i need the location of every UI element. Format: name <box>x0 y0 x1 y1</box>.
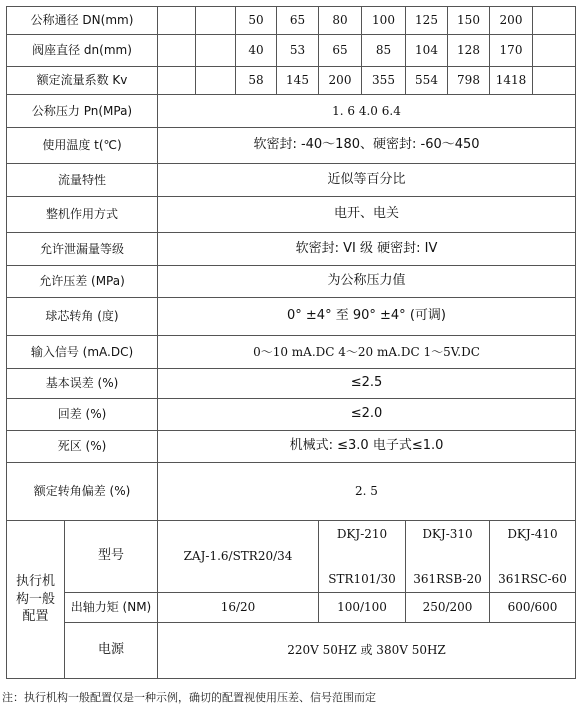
kv-value: 798 <box>448 67 490 95</box>
spec-row <box>7 233 576 266</box>
empty-cell <box>196 35 236 67</box>
empty-cell <box>533 67 576 95</box>
seat-value: 128 <box>448 35 490 67</box>
dn-value: 80 <box>319 7 362 35</box>
spec-value: 1. 6 4.0 6.4 <box>158 95 576 128</box>
spec-value: 为公称压力值 <box>158 266 576 298</box>
spec-label: 整机作用方式 <box>7 197 158 233</box>
seat-label: 阀座直径 dn(mm) <box>7 35 158 67</box>
dn-value: 150 <box>448 7 490 35</box>
spec-value: 2. 5 <box>158 463 576 521</box>
spec-label: 球芯转角 (度) <box>7 298 158 336</box>
torque-value: 600/600 <box>490 593 576 623</box>
spec-label: 回差 (%) <box>7 399 158 431</box>
model-value: ZAJ-1.6/STR20/34 <box>158 521 319 593</box>
spec-row <box>7 95 576 128</box>
seat-value: 170 <box>490 35 533 67</box>
torque-value: 16/20 <box>158 593 319 623</box>
spec-value: 软密封: -40～180、硬密封: -60～450 <box>158 128 576 164</box>
spec-label: 公称压力 Pn(MPa) <box>7 95 158 128</box>
model-cell <box>406 521 490 593</box>
spec-value: ≤2.0 <box>158 399 576 431</box>
kv-value: 145 <box>277 67 319 95</box>
spec-row <box>7 431 576 463</box>
kv-value: 1418 <box>490 67 533 95</box>
torque-label: 出轴力矩 (NM) <box>65 593 158 623</box>
dn-row <box>7 7 576 35</box>
kv-row <box>7 67 576 95</box>
dn-value: 65 <box>277 7 319 35</box>
spec-row <box>7 463 576 521</box>
torque-value: 100/100 <box>319 593 406 623</box>
dn-label: 公称通径 DN(mm) <box>7 7 158 35</box>
model-cell <box>319 521 406 593</box>
dn-value: 50 <box>236 7 277 35</box>
spec-row <box>7 197 576 233</box>
spec-value: 电开、电关 <box>158 197 576 233</box>
model-bottom: STR101/30 <box>328 571 396 586</box>
empty-cell <box>158 35 196 67</box>
seat-value: 85 <box>362 35 406 67</box>
empty-cell <box>158 67 196 95</box>
spec-value: 0～10 mA.DC 4～20 mA.DC 1～5V.DC <box>158 336 576 369</box>
kv-value: 554 <box>406 67 448 95</box>
actuator-model-row <box>7 521 576 593</box>
empty-cell <box>196 67 236 95</box>
spec-label: 基本误差 (%) <box>7 369 158 399</box>
actuator-group-label: 执行机构一般配置 <box>7 521 65 679</box>
kv-value: 58 <box>236 67 277 95</box>
spec-label: 允许压差 (MPa) <box>7 266 158 298</box>
empty-cell <box>533 35 576 67</box>
seat-value: 53 <box>277 35 319 67</box>
spec-row <box>7 369 576 399</box>
spec-row <box>7 399 576 431</box>
model-top: DKJ-310 <box>422 526 473 541</box>
spec-label: 流量特性 <box>7 164 158 197</box>
spec-label: 额定转角偏差 (%) <box>7 463 158 521</box>
kv-label: 额定流量系数 Kv <box>7 67 158 95</box>
model-label: 型号 <box>65 521 158 593</box>
power-label: 电源 <box>65 623 158 679</box>
spec-label: 允许泄漏量等级 <box>7 233 158 266</box>
kv-value: 200 <box>319 67 362 95</box>
spec-row <box>7 164 576 197</box>
seat-value: 65 <box>319 35 362 67</box>
empty-cell <box>196 7 236 35</box>
spec-row <box>7 298 576 336</box>
spec-row <box>7 266 576 298</box>
spec-row <box>7 128 576 164</box>
spec-row <box>7 336 576 369</box>
spec-label: 死区 (%) <box>7 431 158 463</box>
spec-value: 0° ±4° 至 90° ±4° (可调) <box>158 298 576 336</box>
footnote: 注：执行机构一般配置仅是一种示例，确切的配置视使用压差、信号范围而定 <box>2 691 376 704</box>
seat-row <box>7 35 576 67</box>
model-bottom: 361RSC-60 <box>498 571 567 586</box>
model-top: DKJ-210 <box>336 526 388 541</box>
empty-cell <box>533 7 576 35</box>
model-cell <box>490 521 576 593</box>
spec-label: 输入信号 (mA.DC) <box>7 336 158 369</box>
spec-value: 近似等百分比 <box>158 164 576 197</box>
spec-value: ≤2.5 <box>158 369 576 399</box>
spec-value: 软密封: VI 级 硬密封: IV <box>158 233 576 266</box>
kv-value: 355 <box>362 67 406 95</box>
spec-label: 使用温度 t(℃) <box>7 128 158 164</box>
power-row <box>7 623 576 679</box>
torque-value: 250/200 <box>406 593 490 623</box>
dn-value: 125 <box>406 7 448 35</box>
model-bottom: 361RSB-20 <box>413 571 482 586</box>
model-top: DKJ-410 <box>507 526 558 541</box>
dn-value: 200 <box>490 7 533 35</box>
dn-value: 100 <box>362 7 406 35</box>
seat-value: 40 <box>236 35 277 67</box>
power-value: 220V 50HZ 或 380V 50HZ <box>158 623 576 679</box>
seat-value: 104 <box>406 35 448 67</box>
valve-spec-table <box>6 6 576 679</box>
torque-row <box>7 593 576 623</box>
empty-cell <box>158 7 196 35</box>
spec-value: 机械式: ≤3.0 电子式≤1.0 <box>158 431 576 463</box>
